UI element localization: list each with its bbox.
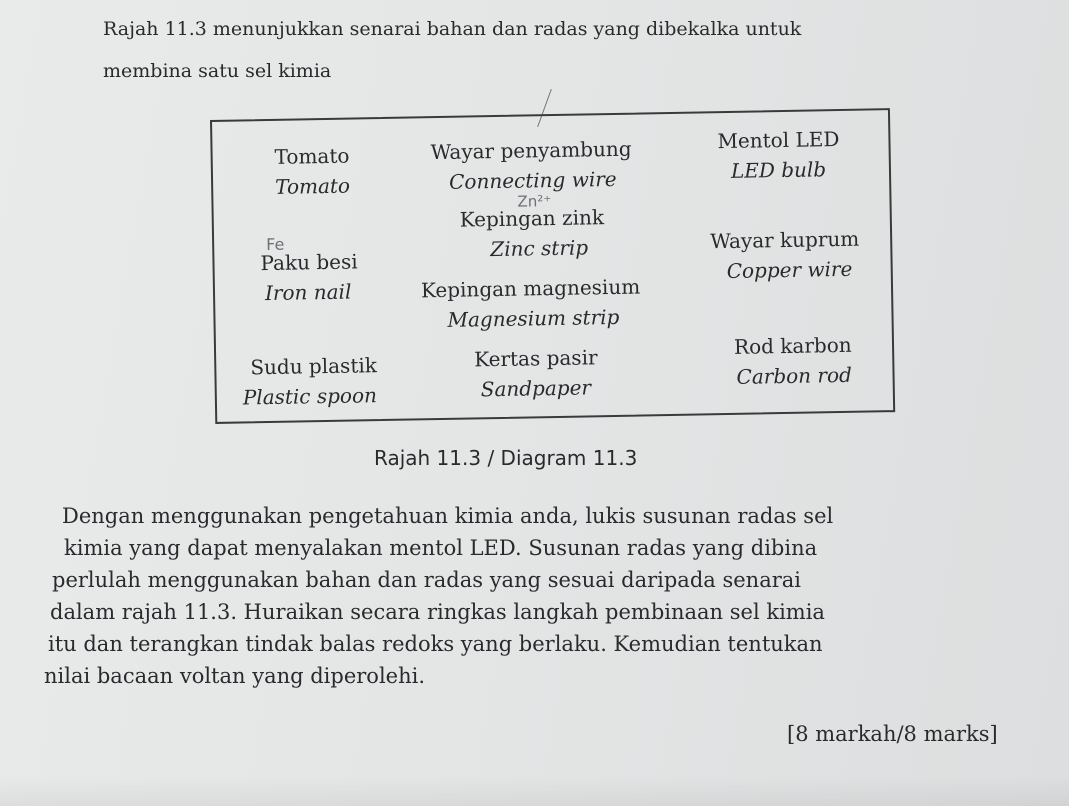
question-line-5: itu dan terangkan tindak balas redoks yang berlaku. Kemudian tentukan — [48, 632, 823, 656]
item-led-bulb-malay: Mentol LED — [717, 127, 840, 154]
item-connecting-wire-malay: Wayar penyambung — [430, 136, 632, 165]
intro-line-1: Rajah 11.3 menunjukkan senarai bahan dan radas yang dibekalka untuk — [103, 18, 802, 40]
materials-diagram-box — [210, 108, 895, 424]
question-line-6: nilai bacaan voltan yang diperolehi. — [44, 664, 426, 688]
item-tomato-english: Tomato — [274, 173, 351, 199]
handwritten-zn-annotation: Zn²⁺ — [517, 192, 552, 211]
item-iron-nail-english: Iron nail — [264, 279, 352, 306]
item-copper-wire-malay: Wayar kuprum — [709, 226, 860, 254]
page-bottom-shadow — [0, 776, 1069, 806]
item-iron-nail-malay: Paku besi — [260, 249, 358, 276]
intro-line-2: membina satu sel kimia — [103, 60, 332, 82]
marks-label: [8 markah/8 marks] — [787, 722, 998, 746]
item-carbon-rod-malay: Rod karbon — [733, 332, 852, 359]
item-plastic-spoon-english: Plastic spoon — [242, 383, 378, 410]
handwritten-fe-annotation: Fe — [266, 234, 285, 255]
item-zinc-strip-malay: Kepingan zink — [459, 205, 605, 232]
question-line-3: perlulah menggunakan bahan dan radas yang sesuai daripada senarai — [52, 568, 801, 592]
item-zinc-strip-english: Zinc strip — [490, 235, 589, 262]
item-connecting-wire-english: Connecting wire — [448, 166, 617, 194]
diagram-caption: Rajah 11.3 / Diagram 11.3 — [374, 446, 638, 470]
item-plastic-spoon-malay: Sudu plastik — [250, 353, 378, 380]
item-copper-wire-english: Copper wire — [726, 256, 853, 284]
item-magnesium-strip-malay: Kepingan magnesium — [420, 274, 641, 303]
question-text — [44, 500, 1038, 692]
item-tomato-malay: Tomato — [274, 143, 350, 169]
question-line-1: Dengan menggunakan pengetahuan kimia anda, lukis susunan radas sel — [62, 504, 834, 528]
item-sandpaper-malay: Kertas pasir — [474, 345, 598, 372]
question-line-4: dalam rajah 11.3. Huraikan secara ringkas langkah pembinaan sel kimia — [50, 600, 825, 624]
item-led-bulb-english: LED bulb — [730, 157, 827, 183]
question-line-2: kimia yang dapat menyalakan mentol LED. Susunan radas yang dibina — [64, 536, 818, 560]
item-sandpaper-english: Sandpaper — [480, 375, 592, 402]
item-carbon-rod-english: Carbon rod — [736, 362, 853, 389]
item-magnesium-strip-english: Magnesium strip — [447, 304, 620, 332]
